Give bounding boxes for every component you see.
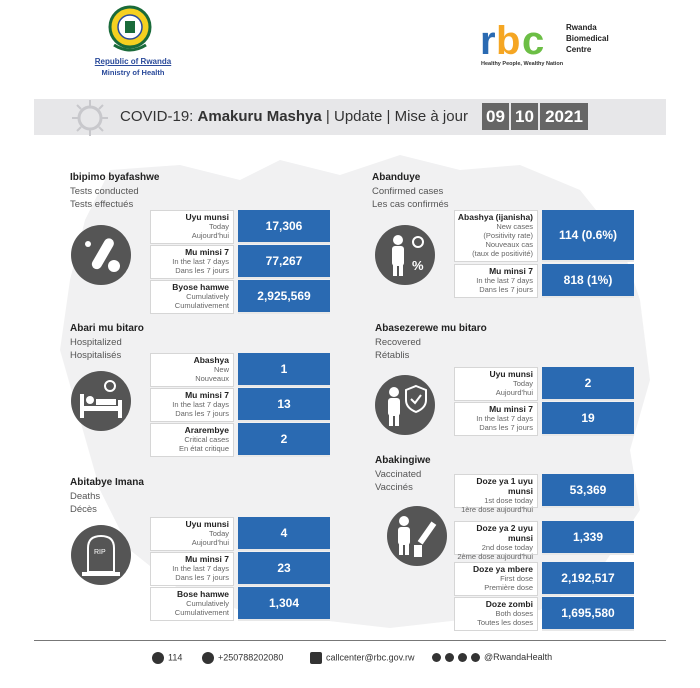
row-label xyxy=(150,245,234,279)
row-label-line: Cumulatively xyxy=(186,292,229,301)
row-label-line: Bose hamwe xyxy=(177,589,229,599)
date-month: 10 xyxy=(511,103,538,130)
row-label-line: Uyu munsi xyxy=(185,212,229,222)
youtube-icon[interactable] xyxy=(471,653,480,662)
banner-update: | Update | Mise à jour xyxy=(325,108,468,125)
footer-phone2 xyxy=(202,652,283,664)
deaths-row-cumulative xyxy=(150,587,330,621)
row-label-line: Dans les 7 jours xyxy=(175,573,229,582)
row-label-line: Doze ya 2 uyu munsi xyxy=(476,523,533,543)
phone2-text: +250788202080 xyxy=(218,652,284,663)
deaths-value-cumulative: 1,304 xyxy=(238,587,330,621)
row-label-line: Cumulativement xyxy=(174,608,229,617)
tests-title: Ibipimo byafashwe xyxy=(70,172,160,183)
banner-title xyxy=(120,108,468,125)
row-label-line: Today xyxy=(512,379,533,388)
svg-text:r: r xyxy=(480,20,496,60)
vaccinated-sub-fr: Vaccinés xyxy=(375,482,413,493)
row-label-line: New xyxy=(213,365,229,374)
row-label-line: Doze ya 1 uyu munsi xyxy=(476,476,533,496)
row-label-line: Aujourd'hui xyxy=(191,231,229,240)
recovered-row-7days xyxy=(454,402,634,436)
footer-email[interactable] xyxy=(310,652,415,664)
vaccinated-row-first-dose xyxy=(454,562,634,596)
rbc-name-line3: Centre xyxy=(566,45,592,54)
row-label-line: (Positivity rate) xyxy=(483,231,533,240)
hospitalized-subtitle xyxy=(70,336,122,362)
deaths-subtitle xyxy=(70,490,100,516)
row-label-line: Byose hamwe xyxy=(172,282,229,292)
tests-value-7days: 77,267 xyxy=(238,245,330,279)
row-label-line: Uyu munsi xyxy=(489,369,533,379)
row-label-line: In the last 7 days xyxy=(172,257,229,266)
banner-bold: Amakuru Mashya xyxy=(197,108,322,125)
confirmed-value-new: 114 (0.6%) xyxy=(542,210,634,262)
rbc-logo xyxy=(480,20,564,60)
person-virus-icon xyxy=(374,224,436,286)
vaccinated-row-dose2-today xyxy=(454,521,634,561)
confirmed-value-7days: 818 (1%) xyxy=(542,264,634,298)
row-label-line: 2nd dose today xyxy=(481,543,533,552)
ministry-name: Ministry of Health xyxy=(101,68,165,77)
vaccinated-value-first-dose: 2,192,517 xyxy=(542,562,634,596)
row-label-line: New cases xyxy=(496,222,533,231)
recovered-shield-icon xyxy=(374,374,436,436)
row-label-line: (taux de positivité) xyxy=(472,249,533,258)
recovered-subtitle xyxy=(375,336,421,362)
deaths-row-7days xyxy=(150,552,330,586)
confirmed-subtitle xyxy=(372,185,449,211)
hospitalized-title: Abari mu bitaro xyxy=(70,323,144,334)
date-year: 2021 xyxy=(540,103,588,130)
row-label xyxy=(150,388,234,422)
tests-row-7days xyxy=(150,245,330,279)
deaths-title: Abitabye Imana xyxy=(70,477,144,488)
row-label-line: Doze ya mbere xyxy=(473,564,533,574)
row-label xyxy=(150,210,234,244)
confirmed-row-new xyxy=(454,210,634,262)
facebook-icon[interactable] xyxy=(445,653,454,662)
row-label-line: Abashya (ijanisha) xyxy=(457,212,533,222)
row-label-line: Mu minsi 7 xyxy=(185,390,229,400)
tests-row-today xyxy=(150,210,330,244)
row-label-line: Ararembye xyxy=(184,425,229,435)
hospitalized-row-7days xyxy=(150,388,330,422)
recovered-sub-en: Recovered xyxy=(375,337,421,348)
row-label-line: Uyu munsi xyxy=(185,519,229,529)
hospitalized-value-critical: 2 xyxy=(238,423,330,457)
date-day: 09 xyxy=(482,103,509,130)
hospitalized-sub-en: Hospitalized xyxy=(70,337,122,348)
footer-phone1 xyxy=(152,652,182,664)
vaccinated-value-dose1-today: 53,369 xyxy=(542,474,634,508)
row-label-line: First dose xyxy=(500,574,533,583)
row-label-line: In the last 7 days xyxy=(172,400,229,409)
svg-text:RIP: RIP xyxy=(94,549,106,556)
row-label-line: In the last 7 days xyxy=(172,564,229,573)
vaccinated-row-dose1-today xyxy=(454,474,634,514)
row-label-line: Dans les 7 jours xyxy=(175,409,229,418)
row-label-line: Abashya xyxy=(193,355,229,365)
row-label xyxy=(454,562,538,596)
social-handle[interactable]: @RwandaHealth xyxy=(484,652,553,662)
row-label-line: Aujourd'hui xyxy=(495,388,533,397)
deaths-row-today xyxy=(150,517,330,551)
vaccinated-value-both-doses: 1,695,580 xyxy=(542,597,634,631)
row-label xyxy=(150,587,234,621)
tests-value-cumulative: 2,925,569 xyxy=(238,280,330,314)
row-label-line: In the last 7 days xyxy=(476,414,533,423)
confirmed-row-7days xyxy=(454,264,634,298)
rbc-name xyxy=(566,22,609,55)
row-label-line: Nouveaux cas xyxy=(485,240,533,249)
vaccine-syringe-icon xyxy=(386,505,448,567)
row-label-line: Today xyxy=(208,222,229,231)
recovered-value-today: 2 xyxy=(542,367,634,401)
row-label xyxy=(150,353,234,387)
row-label-line: Mu minsi 7 xyxy=(185,554,229,564)
row-label xyxy=(454,367,538,401)
row-label-line: Première dose xyxy=(484,583,533,592)
row-label-line: Cumulatively xyxy=(186,599,229,608)
virus-icon xyxy=(70,98,110,138)
hospitalized-row-critical xyxy=(150,423,330,457)
vaccinated-subtitle xyxy=(375,468,421,494)
twitter-icon[interactable] xyxy=(432,653,441,662)
row-label xyxy=(454,264,538,298)
vaccinated-row-both-doses xyxy=(454,597,634,631)
row-label xyxy=(150,552,234,586)
row-label xyxy=(454,521,538,561)
whatsapp-icon xyxy=(202,652,214,664)
row-label-line: Cumulativement xyxy=(174,301,229,310)
hospitalized-value-new: 1 xyxy=(238,353,330,387)
gov-name: Republic of Rwanda xyxy=(94,57,172,66)
phone1-text: 114 xyxy=(168,652,183,663)
tests-value-today: 17,306 xyxy=(238,210,330,244)
row-label-line: Mu minsi 7 xyxy=(185,247,229,257)
email-icon xyxy=(310,652,322,664)
vaccinated-title: Abakingiwe xyxy=(375,455,431,466)
tests-subtitle xyxy=(70,185,139,211)
email-text[interactable]: callcenter@rbc.gov.rw xyxy=(326,652,415,663)
svg-text:%: % xyxy=(412,258,424,273)
rwanda-emblem-icon xyxy=(108,5,152,55)
row-label-line: Toutes les doses xyxy=(477,618,533,627)
hospitalized-value-7days: 13 xyxy=(238,388,330,422)
deaths-sub-fr: Décès xyxy=(70,504,97,515)
tests-sub-en: Tests conducted xyxy=(70,186,139,197)
rbc-tagline: Healthy People, Wealthy Nation xyxy=(481,61,564,67)
deaths-value-today: 4 xyxy=(238,517,330,551)
vaccinated-sub-en: Vaccinated xyxy=(375,469,422,480)
row-label-line: Nouveaux xyxy=(195,374,229,383)
row-label-line: 1ère dose aujourd'hui xyxy=(461,505,533,514)
row-label xyxy=(150,517,234,551)
banner-prefix: COVID-19: xyxy=(120,108,194,125)
rbc-name-line1: Rwanda xyxy=(566,23,597,32)
row-label-line: Today xyxy=(208,529,229,538)
row-label xyxy=(454,474,538,514)
tests-sub-fr: Tests effectués xyxy=(70,199,134,210)
footer-divider xyxy=(34,640,666,641)
recovered-row-today xyxy=(454,367,634,401)
hospitalized-row-new xyxy=(150,353,330,387)
hospitalized-sub-fr: Hospitalisés xyxy=(70,350,122,361)
row-label-line: En état critique xyxy=(178,444,229,453)
row-label-line: Dans les 7 jours xyxy=(175,266,229,275)
phone-icon xyxy=(152,652,164,664)
svg-text:b: b xyxy=(496,20,521,60)
row-label xyxy=(454,402,538,436)
grave-icon xyxy=(70,524,132,586)
confirmed-sub-en: Confirmed cases xyxy=(372,186,444,197)
confirmed-title: Abanduye xyxy=(372,172,421,183)
row-label-line: Critical cases xyxy=(184,435,229,444)
deaths-value-7days: 23 xyxy=(238,552,330,586)
vaccinated-value-dose2-today: 1,339 xyxy=(542,521,634,555)
recovered-value-7days: 19 xyxy=(542,402,634,436)
confirmed-sub-fr: Les cas confirmés xyxy=(372,199,449,210)
row-label xyxy=(150,280,234,314)
tests-row-cumulative xyxy=(150,280,330,314)
row-label-line: 1st dose today xyxy=(484,496,533,505)
deaths-sub-en: Deaths xyxy=(70,491,101,502)
row-label-line: Aujourd'hui xyxy=(191,538,229,547)
hospital-bed-icon xyxy=(70,370,132,432)
svg-text:c: c xyxy=(522,20,545,60)
rbc-name-line2: Biomedical xyxy=(566,34,609,43)
row-label xyxy=(454,597,538,631)
row-label-line: 2ème dose aujourd'hui xyxy=(457,552,533,561)
recovered-sub-fr: Rétablis xyxy=(375,350,410,361)
row-label-line: Dans les 7 jours xyxy=(479,423,533,432)
row-label-line: Doze zombi xyxy=(485,599,533,609)
instagram-icon[interactable] xyxy=(458,653,467,662)
test-tube-icon xyxy=(70,224,132,286)
row-label-line: Dans les 7 jours xyxy=(479,285,533,294)
row-label-line: Mu minsi 7 xyxy=(489,266,533,276)
recovered-title: Abasezerewe mu bitaro xyxy=(375,323,487,334)
row-label-line: In the last 7 days xyxy=(476,276,533,285)
row-label-line: Mu minsi 7 xyxy=(489,404,533,414)
row-label xyxy=(454,210,538,262)
row-label-line: Both doses xyxy=(495,609,533,618)
row-label xyxy=(150,423,234,457)
footer-social[interactable] xyxy=(432,652,552,662)
